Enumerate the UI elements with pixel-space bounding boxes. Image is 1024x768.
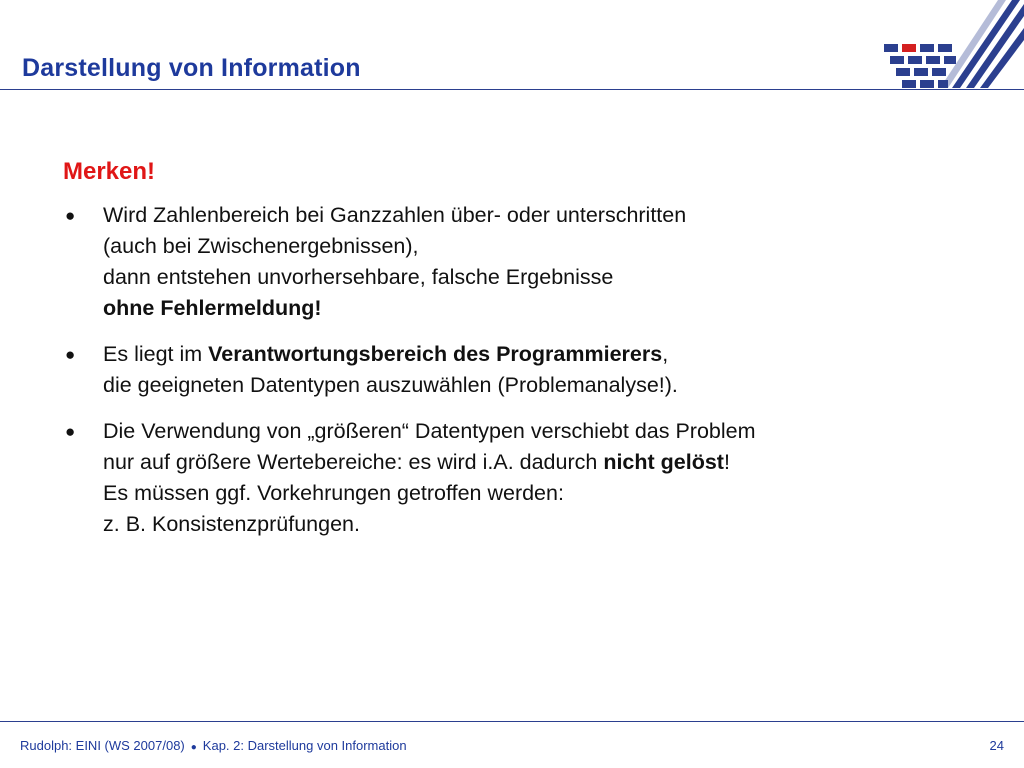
- bullet-3-line-3: Es müssen ggf. Vorkehrungen getroffen werden:: [103, 481, 564, 505]
- bullet-3-line-2: [103, 447, 963, 478]
- bullet-3-line-4: z. B. Konsistenzprüfungen.: [103, 512, 360, 536]
- bullet-2-line-1-post: ,: [662, 342, 669, 366]
- footer-divider: [0, 721, 1024, 722]
- bullet-2-emphasis: Verantwortungsbereich des Programmierers: [208, 342, 663, 366]
- footer-separator: ●: [190, 742, 197, 753]
- bullet-item-2: [63, 339, 963, 401]
- bullet-item-1: [63, 200, 963, 324]
- merken-heading: Merken!: [63, 158, 156, 185]
- bullet-2-line-2: die geeigneten Datentypen auszuwählen (Problemanalyse!).: [103, 373, 678, 397]
- bullet-icon: ●: [65, 345, 76, 364]
- bullet-3-line-2-pre: nur auf größere Wertebereiche: es wird i.A. dadurch: [103, 450, 604, 474]
- bullet-2-line-1-pre: Es liegt im: [103, 342, 209, 366]
- bullet-1-line-3: dann entstehen unvorhersehbare, falsche Ergebnisse: [103, 265, 614, 289]
- page-number: 24: [989, 738, 1004, 753]
- footer-text: [20, 738, 407, 753]
- bullet-icon: ●: [65, 422, 76, 441]
- footer-chapter: Kap. 2: Darstellung von Information: [202, 738, 407, 753]
- bullet-2-line-1: [103, 339, 963, 370]
- bullet-3-emphasis: nicht gelöst: [603, 450, 724, 474]
- bullet-icon: ●: [65, 206, 76, 225]
- bullet-1-line-4: [103, 293, 963, 324]
- bullet-3-line-1: Die Verwendung von „größeren“ Datentypen verschiebt das Problem: [103, 419, 756, 443]
- university-logo-icon: [880, 0, 1024, 90]
- bullet-1-line-2: (auch bei Zwischenergebnissen),: [103, 234, 419, 258]
- header-divider: [0, 89, 1024, 90]
- slide-content: [63, 158, 963, 555]
- bullet-item-3: [63, 416, 963, 540]
- bullet-1-emphasis: ohne Fehlermeldung!: [103, 296, 322, 320]
- bullet-1-line-1: Wird Zahlenbereich bei Ganzzahlen über- oder unterschritten: [103, 203, 687, 227]
- footer-course: Rudolph: EINI (WS 2007/08): [20, 738, 185, 753]
- bullet-3-line-2-post: !: [723, 450, 730, 474]
- page-title: Darstellung von Information: [22, 54, 361, 82]
